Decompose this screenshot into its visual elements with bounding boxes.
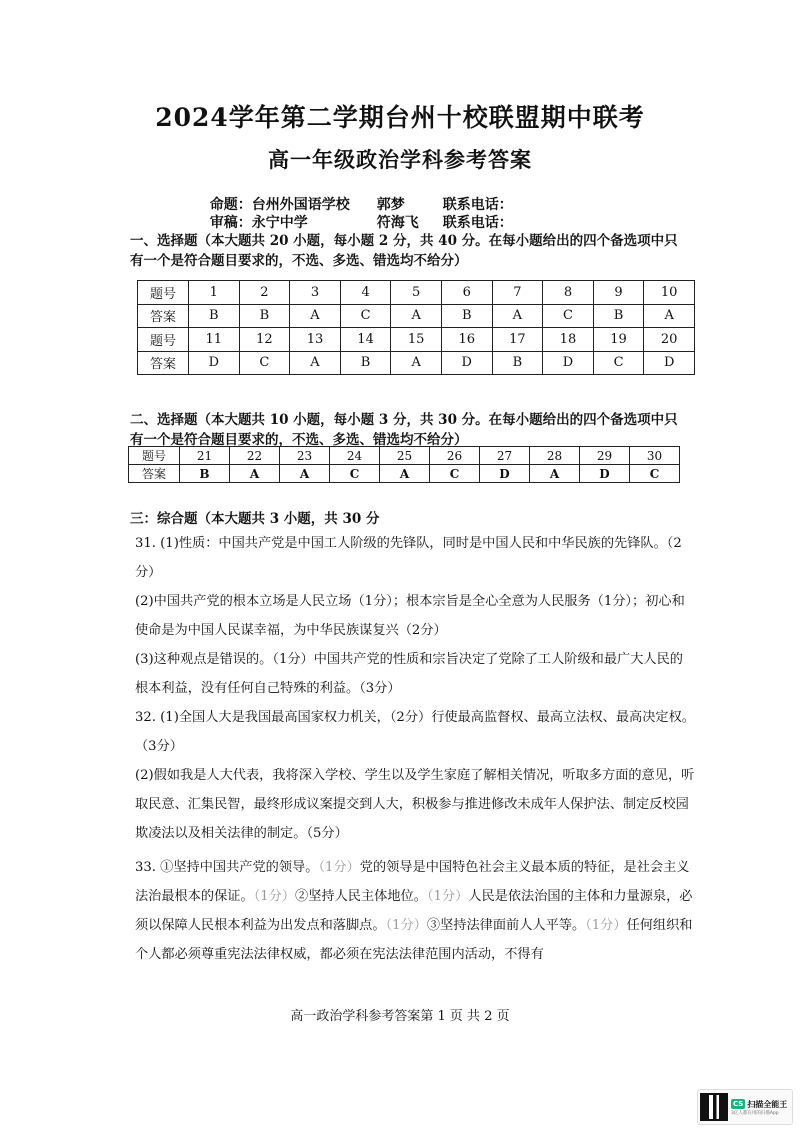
question-number: 21 [180, 447, 230, 465]
question-number: 29 [580, 447, 630, 465]
answer-33 [135, 853, 695, 969]
watermark-text [731, 1099, 787, 1116]
section1-heading: 一、选择题（本大题共 20 小题，每小题 2 分，共 40 分。在每小题给出的四个备选项中只有一个是符合题目要求的，不选、多选、错选均不给分） [130, 233, 678, 269]
answer-33-score: （1分） [426, 889, 469, 904]
answer-cell: D [543, 351, 594, 375]
row-label-question: 题号 [138, 281, 189, 305]
answer-key-subtitle: 高一年级政治学科参考答案 [268, 147, 532, 172]
answer-31-part1: 31. (1)性质：中国共产党是中国工人阶级的先锋队，同时是中国人民和中华民族的先锋队。（2分） [135, 536, 682, 580]
answer-33-text: 任何组织和个人都必须尊重宪法法律权威，都必须在宪法法律范围内活动，不得有 [135, 918, 693, 962]
answer-cell: D [644, 351, 695, 375]
row-label-question: 题号 [138, 328, 189, 352]
question-number: 30 [630, 447, 680, 465]
table-row [129, 447, 680, 465]
question-number: 7 [492, 281, 543, 305]
answer-cell: A [290, 351, 341, 375]
row-label-answer: 答案 [138, 304, 189, 328]
question-number: 5 [391, 281, 442, 305]
reviewer-school: 永宁中学 [251, 215, 308, 231]
answer-33-text: ③坚持法律面前人人平等。 [426, 918, 586, 933]
answer-32-part1: 32. (1)全国人大是我国最高国家权力机关，（2分）行使最高监督权、最高立法权、最高决定权。（3分） [135, 710, 695, 754]
question-number: 15 [391, 328, 442, 352]
answer-cell: B [441, 304, 492, 328]
author-school: 台州外国语学校 [251, 197, 350, 213]
answer-cell: A [492, 304, 543, 328]
section2-heading: 二、选择题（本大题共 10 小题，每小题 3 分，共 30 分。在每小题给出的四个备选项中只有一个是符合题目要求的，不选、多选、错选均不给分） [130, 412, 678, 448]
camscanner-logo: CS [733, 1100, 744, 1108]
author-name: 郭梦 [376, 197, 405, 213]
reviewer-label: 审稿： [209, 215, 252, 231]
qr-code-icon [700, 1093, 728, 1121]
answer-cell: A [290, 304, 341, 328]
answer-cell: A [280, 465, 330, 483]
camscanner-watermark [697, 1089, 793, 1125]
answer-cell: C [543, 304, 594, 328]
question-number: 27 [480, 447, 530, 465]
answer-31-part3: (3)这种观点是错误的。（1分）中国共产党的性质和宗旨决定了党除了工人阶级和最广大人民的根本利益，没有任何自己特殊的利益。（3分） [135, 652, 683, 696]
question-number: 8 [543, 281, 594, 305]
table-row [138, 281, 695, 305]
answer-33-score: （1分） [253, 889, 296, 904]
answer-cell: B [593, 304, 644, 328]
question-number: 3 [290, 281, 341, 305]
question-number: 19 [593, 328, 644, 352]
section2-answer-table [128, 446, 680, 483]
question-number: 16 [441, 328, 492, 352]
answer-cell: B [340, 351, 391, 375]
question-number: 17 [492, 328, 543, 352]
answer-cell: D [480, 465, 530, 483]
answer-cell: A [530, 465, 580, 483]
table-row [138, 304, 695, 328]
question-number: 12 [239, 328, 290, 352]
watermark-brand [731, 1099, 787, 1110]
watermark-slogan: 3亿人都在用的扫描App [731, 1110, 779, 1116]
answer-cell: C [630, 465, 680, 483]
answer-cell: A [380, 465, 430, 483]
reviewer-line [200, 196, 513, 232]
answer-cell: D [441, 351, 492, 375]
question-number: 4 [340, 281, 391, 305]
row-label-answer: 答案 [129, 465, 180, 483]
answer-cell: B [180, 465, 230, 483]
question-number: 25 [380, 447, 430, 465]
question-number: 23 [280, 447, 330, 465]
question-number: 10 [644, 281, 695, 305]
answer-33-score: （1分） [585, 918, 627, 933]
answer-cell: C [239, 351, 290, 375]
question-number: 24 [330, 447, 380, 465]
answer-cell: C [330, 465, 380, 483]
page-footer: 高一政治学科参考答案第 1 页 共 2 页 [290, 1009, 510, 1024]
row-label-answer: 答案 [138, 351, 189, 375]
answer-cell: D [189, 351, 240, 375]
question-number: 22 [230, 447, 280, 465]
question-number: 14 [340, 328, 391, 352]
reviewer-phone-label: 联系电话： [442, 215, 513, 231]
watermark-name: 扫描全能王 [747, 1099, 788, 1109]
answer-33-score: （1分） [385, 918, 427, 933]
question-number: 11 [189, 328, 240, 352]
answer-33-text: 33. ①坚持中国共产党的领导。 [135, 860, 319, 875]
question-number: 9 [593, 281, 644, 305]
reviewer-name: 符海飞 [376, 215, 419, 231]
section1-answer-table [137, 280, 695, 375]
row-label-question: 题号 [129, 447, 180, 465]
table-row [138, 328, 695, 352]
question-number: 6 [441, 281, 492, 305]
question-number: 18 [543, 328, 594, 352]
answer-cell: A [391, 304, 442, 328]
answer-cell: D [580, 465, 630, 483]
exam-title: 2024学年第二学期台州十校联盟期中联考 [155, 103, 645, 132]
answer-cell: B [492, 351, 543, 375]
answer-31-part2: (2)中国共产党的根本立场是人民立场（1分）；根本宗旨是全心全意为人民服务（1分）；初心和使命是为中国人民谋幸福，为中华民族谋复兴（2分） [135, 594, 685, 638]
question-number: 20 [644, 328, 695, 352]
answer-33-text: 人民是依法治国的主体和力量源泉，必须以保障人民根本利益为出发点和落脚点。 [135, 889, 693, 933]
answer-cell: C [430, 465, 480, 483]
answer-33-score: （1分） [318, 860, 360, 875]
answer-cell: B [189, 304, 240, 328]
answer-cell: B [239, 304, 290, 328]
question-number: 2 [239, 281, 290, 305]
table-row [138, 351, 695, 375]
answer-33-text: 党的领导是中国特色社会主义最本质的特征，是社会主义法治最根本的保证。 [135, 860, 690, 904]
question-number: 13 [290, 328, 341, 352]
question-number: 26 [430, 447, 480, 465]
question-number: 28 [530, 447, 580, 465]
author-label: 命题： [209, 197, 252, 213]
section3-heading: 三：综合题（本大题共 3 小题，共 30 分 [130, 511, 380, 527]
answer-cell: A [230, 465, 280, 483]
answer-cell: C [593, 351, 644, 375]
answer-cell: C [340, 304, 391, 328]
author-phone-label: 联系电话： [442, 197, 513, 213]
answer-32-part2: (2)假如我是人大代表，我将深入学校、学生以及学生家庭了解相关情况，听取多方面的意见，听取民意、汇集民智，最终形成议案提交到人大，积极参与推进修改未成年人保护法、制定反校园欺凌法以及相关法律的制定。（5分） [135, 768, 695, 841]
table-row [129, 465, 680, 483]
answer-cell: A [644, 304, 695, 328]
answer-cell: A [391, 351, 442, 375]
question-number: 1 [189, 281, 240, 305]
answer-33-text: ②坚持人民主体地位。 [295, 889, 427, 904]
